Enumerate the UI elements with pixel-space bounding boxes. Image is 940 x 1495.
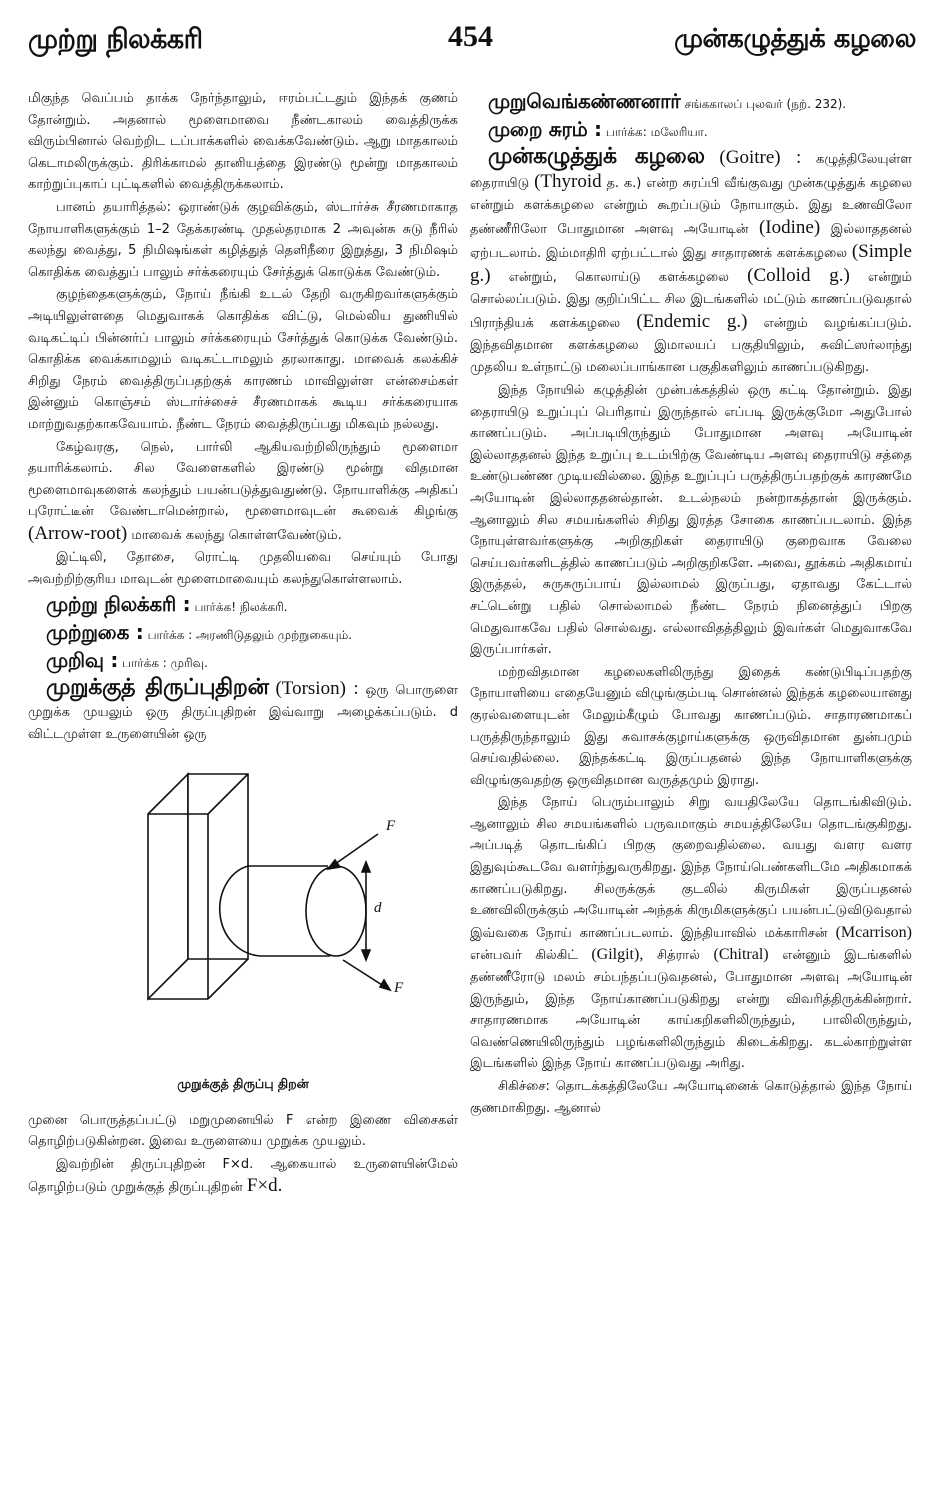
latin-term: (Endemic g.)	[636, 311, 748, 332]
paragraph: பானம் தயாரித்தல்: ஒராண்டுக் குழவிக்கும், ஸ்டார்ச்சு சீரணமாகாத நோயாளிகளுக்கும் 1–2 தேக்கரண்டி முதல்தரமாக 2 அவுன்சு சுடு நீரில் கலந்து வைத்து, 5 நிமிஷங்கள் கழித்துத் தெளிநீரை இறுத்து, 3 நிமிஷம் கொதிக்க வைத்துப் பாலும் சர்க்கரையும் சேர்த்துக் கொடுக்க வேண்டும்.	[28, 199, 458, 280]
paragraph	[28, 437, 458, 547]
arrowhead	[362, 950, 370, 960]
arrowhead	[362, 862, 370, 872]
entry-headword: முறுக்குத் திருப்புதிறன்	[46, 674, 269, 700]
paragraph: இந்த நோயில் கழுத்தின் முன்பக்கத்தில் ஒரு கட்டி தோன்றும். இது தைராயிடு உறுப்புப் பெரிதாய் இருந்தால் எப்படி இருக்குமோ அதுபோல் காணப்படும். அப்படியிருந்தும் போதுமான அளவு அயோடின் இல்லாததனல் இந்த உறுப்பு உடம்பிற்கு வேண்டிய அளவு தைராயிடு சத்தை உண்டுபண்ண முடியவில்லை. இந்த உறுப்புப் பருத்திருப்பதற்குக் காரணமே அயோடின் இல்லாததனல்தான். உடல்நலம் நன்றாகத்தான் இருக்கும். ஆனாலும் சில சமயங்களில் சிறிது இரத்த சோகை காணப்படலாம். இந்த நோயுள்ளவர்களுக்கு அறிகுறிகள் தைராயிடு குறைவாக வேலை செய்பவர்களிடத்தில் காணப்படும் அறிகுறிகளே. அவை, தூக்கம் அதிகமாய் இருத்தல், சுருசுருப்பாய் இல்லாமல் இருப்பது, ஏதாவது கேட்டால் சட்டென்று பதில் சொல்லாமல் நீண்ட நேரம் நினைத்துப் பிறகு மெதுவாகவே பதில் சொல்வது. எல்லாவிதத்திலும் இவர்கள் மெதுவாகவே இருப்பார்கள்.	[470, 383, 912, 658]
entry-murai-suram	[470, 118, 912, 144]
left-column	[28, 88, 458, 1488]
latin-term: (Arrow-root)	[28, 522, 128, 544]
torsion-diagram	[28, 754, 458, 1074]
latin-term: (Iodine)	[758, 217, 821, 238]
entry-body: என்றும் வழங்கப்படும். இந்தவிதமான களக்கழலை இமாலயப் பகுதியிலும், சுவிட்ஸர்லாந்து முதலிய உள்நாட்டு மலைப்பாங்கான பகுதிகளிலும் காணப்படுகிறது.	[470, 316, 912, 375]
paragraph: இட்டிலி, தோசை, ரொட்டி முதலியவை செய்யும் போது அவற்றிற்குரிய மாவுடன் மூளைமாவையும் கலந்துகொள்ளலாம்.	[28, 550, 458, 588]
entry-goitre	[470, 146, 912, 379]
entry-headword: முறுவெங்கண்ணனார்	[488, 89, 681, 113]
latin-term: (Goitre) :	[719, 147, 802, 168]
arrowhead	[380, 980, 390, 990]
paragraph-text: சித்ரால்	[656, 948, 700, 964]
entry-headword: முற்றுகை :	[46, 619, 144, 644]
running-head-left: முற்று நிலக்கரி	[28, 24, 203, 55]
cylinder-end-face	[306, 866, 366, 956]
entry-headword: முன்கழுத்துக் கழலை	[488, 144, 705, 169]
right-column	[470, 88, 912, 1488]
wall-side-face	[148, 774, 188, 999]
latin-term: (Simple g.)	[470, 241, 912, 286]
paragraph-text: இந்த நோய் பெரும்பாலும் சிறு வயதிலேயே தொடங்கிவிடும். ஆனாலும் சில சமயங்களில் பருவமாகும் சமயத்திலேயே தொடங்குகிறது. அப்படித் தொடங்கிப் பிறகு குறைவதில்லை. வயது வளர வளர இதுவும்கூடவே வளர்ந்துவருகிறது. இந்த நோய்பெண்களிடமே அதிகமாகக் காணப்படுகிறது. சிலருக்குக் குடலில் கிருமிகள் இருப்பதனல் உணவிலிருக்கும் அயோடின் அந்தக் கிருமிகளுக்குப் பயன்பட்டுவிடுவதால் இவ்வகை நோய் காணப்படலாம். இந்தியாவில் மக்காரிசன்	[470, 795, 912, 941]
paragraph-text: இவற்றின் திருப்புதிறன் F×d. ஆகையால் உருளையின்மேல் தொழிற்படும் முறுக்குத் திருப்புதிறன்	[28, 1156, 458, 1196]
paragraph: சிகிச்சை: தொடக்கத்திலேயே அயோடினைக் கொடுத்தால் இந்த நோய் குணமாகிறது. ஆனால்	[470, 1079, 912, 1116]
cross-reference: பார்க்க : முரிவு.	[122, 655, 208, 670]
entry-murrukai	[28, 621, 458, 647]
latin-term: (Mcarrison)	[835, 923, 912, 941]
wall-front-face	[188, 774, 248, 959]
entry-body: சங்ககாலப் புலவர் (நற். 232).	[684, 97, 847, 111]
wall-edge	[208, 959, 248, 999]
entry-murru-nilakkari	[28, 593, 458, 619]
force-label-top: F	[386, 817, 396, 834]
entry-headword: முற்று நிலக்கரி :	[46, 591, 191, 616]
paragraph: முனை பொருத்தப்பட்டு மறுமுனையில் F என்ற இணை விசைகள் தொழிற்படுகின்றன. இவை உருளையை முறுக்க முயலும்.	[28, 1112, 458, 1150]
torsion-figure	[28, 754, 458, 1104]
diameter-label: d	[374, 899, 382, 916]
entry-body: ஒரு பொருளை முறுக்க முயலும் ஒரு திருப்புதிறன் இவ்வாறு அழைக்கப்படும். d விட்டமுள்ள உருளையின் ஒரு	[28, 682, 458, 742]
latin-term: (Torsion) :	[275, 677, 359, 699]
cross-reference: பார்க்க! நிலக்கரி.	[194, 599, 288, 614]
entry-body: த. க.) என்ற சுரப்பி வீங்குவது முன்கழுத்துக் கழலை என்றும் களக்கழலை என்றும் கூறப்படும் நோயாகும். இது உணவிலோ தண்ணீரிலோ போதுமான அளவு அயோடின்	[470, 176, 912, 237]
cross-reference: பார்க்க: மலேரியா.	[605, 125, 708, 139]
paragraph: குழந்தைகளுக்கும், நோய் நீங்கி உடல் தேறி வருகிறவர்களுக்கும் அடியிலுள்ளதை மெதுவாகக் கொதிக்க விட்டு, மெல்லிய துணியில் வடிகட்டிப் பின்னர்ப் பாலும் சர்க்கரையும் சேர்த்துக் கொடுக்க வேண்டும். கொதிக்க வைக்காமலும் வடிகட்டாமலும் தரலாகாது. மாவைக் கலக்கிச் சிறிது நேரம் வைத்திருப்பதற்குக் காரணம் மாவிலுள்ள என்சைம்கள் இன்னும் கொஞ்சம் ஸ்டார்ச்சைச் சீரணமாகக் கூடிய சர்க்கரையாக மாற்றுவதற்காகவேயாம். நீண்ட நேரம் வைத்திருப்பது மிகவும் நல்லது.	[28, 287, 458, 432]
paragraph	[470, 792, 912, 1075]
paragraph-text: என்பவர் கில்கிட்	[470, 948, 578, 964]
paragraph	[28, 1154, 458, 1199]
running-head-right: முன்கழுத்துக் கழலை	[674, 24, 916, 54]
force-label-bottom: F	[394, 979, 404, 996]
paragraph: மற்றவிதமான கழலைகளிலிருந்து இதைக் கண்டுபிடிப்பதற்கு நோயாளியை எதையேனும் விழுங்கும்படி சொன்னல் இந்தக் கழலையானது குரல்வளையுடன் மேலும்கீழும் போவது காணப்படும். சாதாரணமாகப் பருத்திருந்தாலும் இது சுவாசக்குழாய்களுக்கு ஒருவிதமான துன்பமும் செய்வதில்லை. இந்தக்கட்டி இருப்பதனல் இந்த நோயாளிகளுக்கு விழுங்குவதற்கு ஒருவிதமான வருத்தமும் இராது.	[470, 664, 912, 788]
latin-term: (Gilgit),	[591, 946, 644, 964]
entry-murivu	[28, 649, 458, 675]
formula: F×d.	[246, 1175, 283, 1197]
entry-torsion	[28, 674, 458, 746]
paragraph-text: கேழ்வரகு, நெல், பார்லி ஆகியவற்றிலிருந்தும் மூளைமா தயாரிக்கலாம். சில வேளைகளில் இரண்டு மூன்று விதமான மூளைமாவுகளைக் கலந்தும் பயன்படுத்துவதுண்டு. நோயாளிக்கு அதிகப் புரோட்டீன் வேண்டாமென்றால், மூளைமாவுடன் கூவைக் கிழங்கு	[28, 439, 458, 520]
latin-term: (Thyroid	[534, 171, 602, 192]
entry-body: என்றும், கொலாய்டு களக்கழலை	[508, 270, 729, 285]
entry-body: என்றும் சொல்லப்படும். இது குறிப்பிட்ட சில இடங்களில் மட்டும் காணப்படுவதால் பிராந்தியக் களக்கழலை	[470, 270, 912, 331]
entry-body: கழுத்திலேயுள்ள தைராயிடு	[470, 152, 912, 191]
page-number: 454	[448, 20, 493, 53]
entry-muruvenkannanar	[470, 90, 912, 116]
paragraph-text: என்னும் இடங்களில் தண்ணீரோடு மலம் சம்பந்தப்படுவதனல், போதுமான அளவு அயோடின் இருந்தும், இந்த நோய்காணப்படுகிறது என்று விவரித்திருக்கின்றார். சாதாரணமாக அயோடின் காய்கறிகளிலிருந்தும், பாலிலிருந்தும், வெண்ணெயிலிருந்தும் பழங்களிலிருந்தும் கிடைக்கிறது. கடல்காற்றுள்ள இடங்களில் இந்த நோய் காணப்படுவது அரிது.	[470, 948, 912, 1072]
entry-body: இல்லாததனல் ஏற்படலாம். இம்மாதிரி ஏற்பட்டால் இது சாதாரணக் களக்கழலை	[470, 222, 912, 261]
figure-caption: முறுக்குத் திருப்பு திறன்	[177, 1075, 309, 1091]
latin-term: (Colloid g.)	[747, 265, 850, 286]
latin-term: (Chitral)	[713, 946, 769, 964]
paragraph-text: மாவைக் கலந்து கொள்ளவேண்டும்.	[131, 527, 342, 543]
page-header	[0, 0, 940, 80]
entry-headword: முறை சுரம் :	[488, 117, 602, 141]
entry-headword: முறிவு :	[46, 647, 119, 672]
cross-reference: பார்க்க : அரணிடுதலும் முற்றுகையும்.	[147, 627, 353, 642]
paragraph: மிகுந்த வெப்பம் தாக்க நேர்ந்தாலும், ஈரம்பட்டதும் இந்தக் குணம் தோன்றும். அதனால் மூளைமாவை நீண்டகாலம் வைத்திருக்க விரும்பினால் வெற்றிட டப்பாக்களில் வைக்கவேண்டும். ஆறு மாதகாலம் கெடாமலிருக்கும். திரிக்காமல் தானியத்தை இரண்டு மூன்று மாதகாலம் காற்றுப்புகாப் புட்டிகளில் வைத்திருக்கலாம்.	[28, 91, 458, 193]
